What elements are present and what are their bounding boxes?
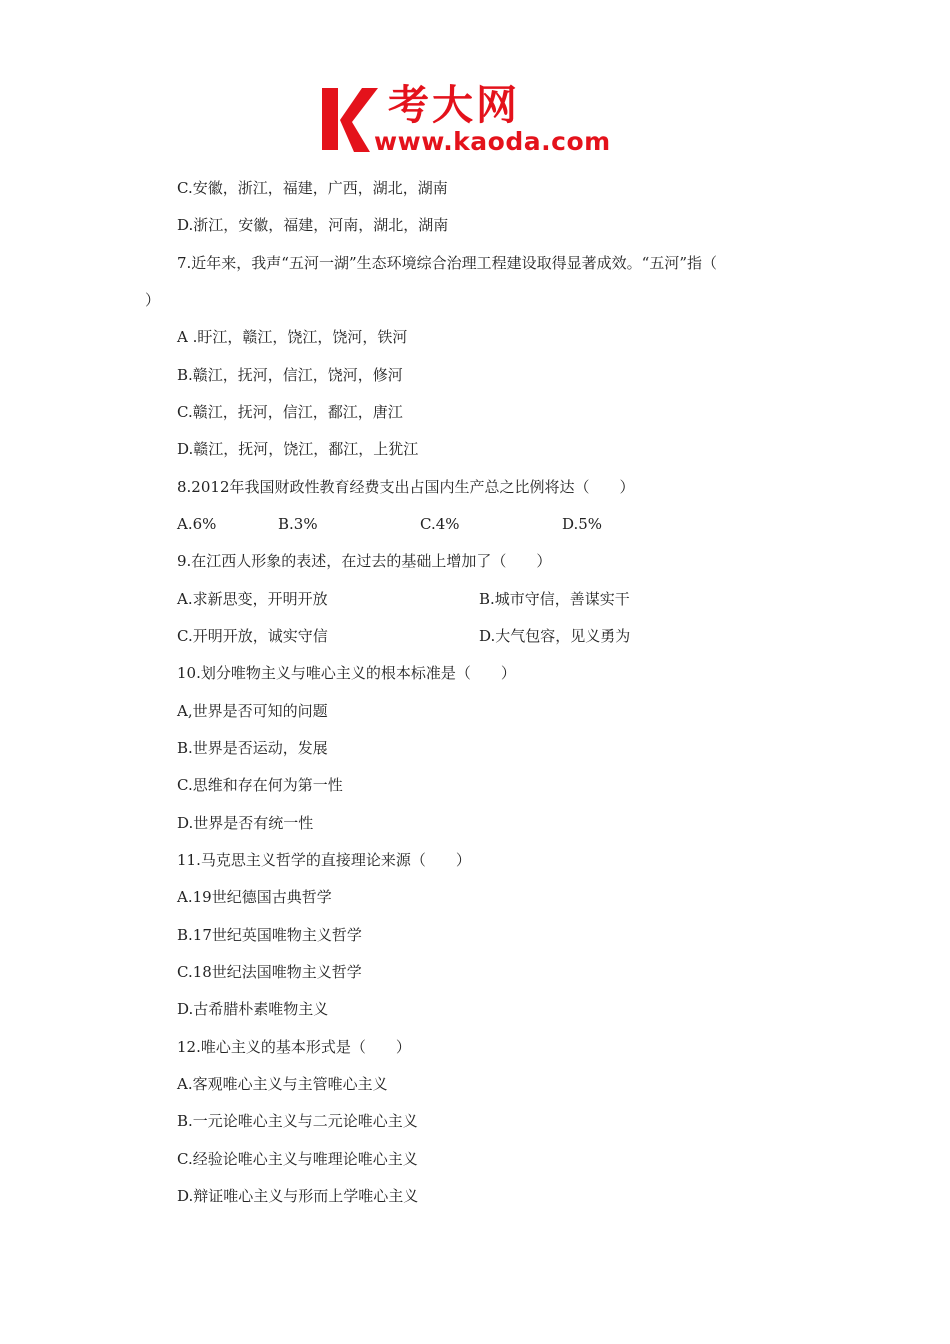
option-line: C.18世纪法国唯物主义哲学: [177, 963, 362, 981]
option-line: A .盱江，赣江，饶江，饶河，铁河: [177, 328, 408, 346]
option-line: C.经验论唯心主义与唯理论唯心主义: [177, 1150, 418, 1168]
option-line: D.大气包容，见义勇为: [479, 627, 631, 645]
option-line: C.4%: [420, 515, 460, 533]
question-line: 10.划分唯物主义与唯心主义的根本标准是（ ）: [177, 664, 516, 682]
option-line: B.世界是否运动，发展: [177, 739, 328, 757]
question-line: 12.唯心主义的基本形式是（ ）: [177, 1038, 411, 1056]
option-line: A.19世纪德国古典哲学: [177, 888, 332, 906]
option-line: D.5%: [562, 515, 603, 533]
option-line: B.一元论唯心主义与二元论唯心主义: [177, 1112, 418, 1130]
logo-url-text: www.kaoda.com: [374, 127, 611, 156]
question-line: 8.2012年我国财政性教育经费支出占国内生产总之比例将达（ ）: [177, 478, 635, 496]
option-line: B.17世纪英国唯物主义哲学: [177, 926, 362, 944]
option-line: D.古希腊朴素唯物主义: [177, 1000, 329, 1018]
option-line: C.开明开放，诚实守信: [177, 627, 328, 645]
option-line: B.城市守信，善谋实干: [479, 590, 630, 608]
option-line: D.赣江，抚河，饶江，鄱江，上犹江: [177, 440, 419, 458]
option-line: C.思维和存在何为第一性: [177, 776, 343, 794]
logo-k-mark-icon: [318, 86, 378, 154]
question-line: 7.近年来，我声“五河一湖”生态环境综合治理工程建设取得显著成效。“五河”指（: [177, 254, 717, 272]
option-line: D.辩证唯心主义与形而上学唯心主义: [177, 1187, 419, 1205]
option-line: C.安徽，浙江，福建，广西，湖北，湖南: [177, 179, 448, 197]
kaoda-logo: [318, 82, 638, 162]
question-line: 11.马克思主义哲学的直接理论来源（ ）: [177, 851, 471, 869]
question-line-continued: ）: [145, 291, 161, 309]
option-line: D.世界是否有统一性: [177, 814, 314, 832]
option-line: A,世界是否可知的问题: [177, 702, 328, 720]
option-line: D.浙江，安徽，福建，河南，湖北，湖南: [177, 216, 449, 234]
logo-brand-text: 考大网: [388, 81, 520, 129]
question-line: 9.在江西人形象的表述，在过去的基础上增加了（ ）: [177, 552, 552, 570]
option-line: C.赣江，抚河，信江，鄱江，唐江: [177, 403, 403, 421]
option-line: B.3%: [278, 515, 318, 533]
option-line: A.求新思变，开明开放: [177, 590, 328, 608]
option-line: A.6%: [177, 515, 217, 533]
option-line: B.赣江，抚河，信江，饶河，修河: [177, 366, 403, 384]
option-line: A.客观唯心主义与主管唯心主义: [177, 1075, 388, 1093]
